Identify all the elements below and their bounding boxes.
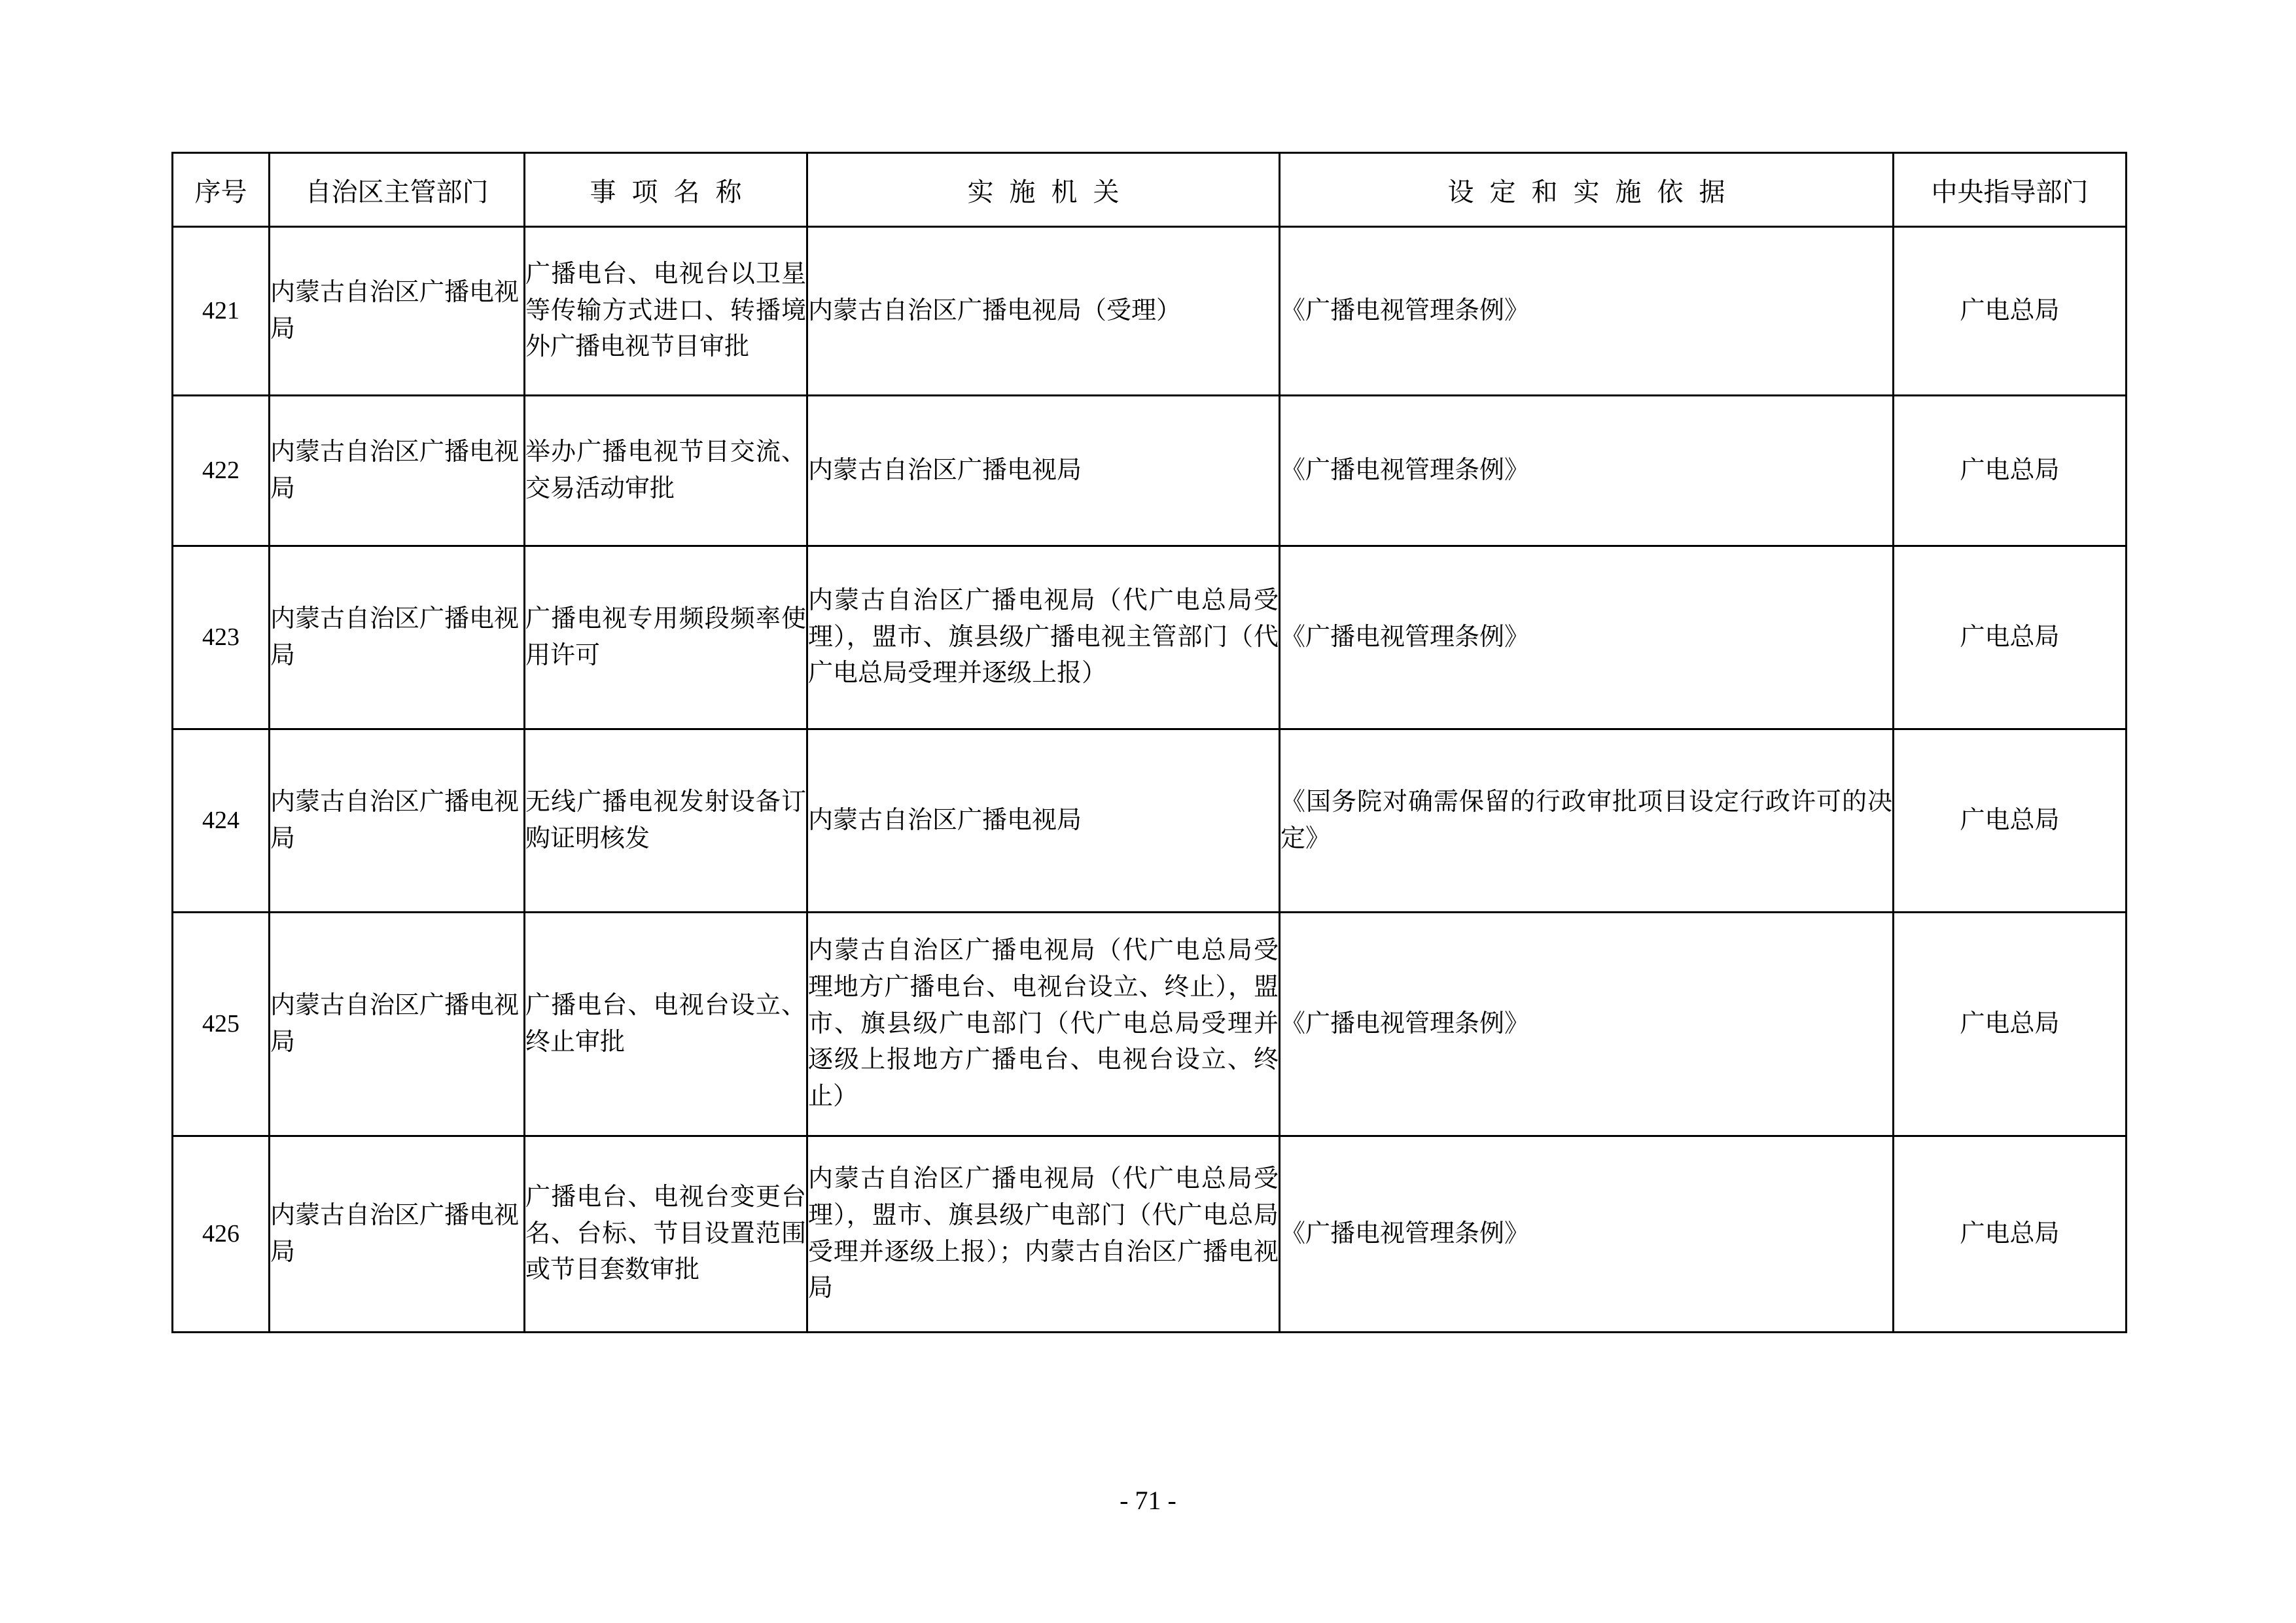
cell-item-name: 广播电视专用频段频率使用许可 — [525, 546, 807, 729]
cell-department: 内蒙古自治区广播电视局 — [270, 913, 525, 1136]
cell-implementing-organ: 内蒙古自治区广播电视局（代广电总局受理），盟市、旗县级广播电视主管部门（代广电总局受理并逐级上报） — [807, 546, 1280, 729]
column-header-central-department: 中央指导部门 — [1894, 153, 2127, 227]
cell-basis: 《广播电视管理条例》 — [1280, 396, 1894, 546]
cell-central-department: 广电总局 — [1894, 729, 2127, 913]
cell-implementing-organ: 内蒙古自治区广播电视局 — [807, 396, 1280, 546]
cell-item-name: 广播电台、电视台以卫星等传输方式进口、转播境外广播电视节目审批 — [525, 227, 807, 396]
table-body — [173, 227, 2127, 1333]
cell-implementing-organ: 内蒙古自治区广播电视局 — [807, 729, 1280, 913]
column-header-implementing-organ: 实 施 机 关 — [807, 153, 1280, 227]
administrative-items-table — [171, 152, 2127, 1333]
cell-basis: 《广播电视管理条例》 — [1280, 546, 1894, 729]
table-header — [173, 153, 2127, 227]
cell-implementing-organ: 内蒙古自治区广播电视局（代广电总局受理），盟市、旗县级广电部门（代广电总局受理并逐级上报）；内蒙古自治区广播电视局 — [807, 1136, 1280, 1333]
cell-sequence: 422 — [173, 396, 270, 546]
table-row — [173, 729, 2127, 913]
table-row — [173, 1136, 2127, 1333]
table-row — [173, 227, 2127, 396]
cell-item-name: 广播电台、电视台变更台名、台标、节目设置范围或节目套数审批 — [525, 1136, 807, 1333]
cell-central-department: 广电总局 — [1894, 1136, 2127, 1333]
cell-central-department: 广电总局 — [1894, 546, 2127, 729]
cell-implementing-organ: 内蒙古自治区广播电视局（受理） — [807, 227, 1280, 396]
cell-item-name: 广播电台、电视台设立、终止审批 — [525, 913, 807, 1136]
table-header-row — [173, 153, 2127, 227]
column-header-department: 自治区主管部门 — [270, 153, 525, 227]
cell-department: 内蒙古自治区广播电视局 — [270, 227, 525, 396]
cell-department: 内蒙古自治区广播电视局 — [270, 546, 525, 729]
cell-sequence: 421 — [173, 227, 270, 396]
cell-item-name: 无线广播电视发射设备订购证明核发 — [525, 729, 807, 913]
cell-basis: 《广播电视管理条例》 — [1280, 913, 1894, 1136]
cell-department: 内蒙古自治区广播电视局 — [270, 396, 525, 546]
cell-sequence: 426 — [173, 1136, 270, 1333]
cell-basis: 《广播电视管理条例》 — [1280, 227, 1894, 396]
administrative-items-table-container — [171, 152, 2125, 1333]
cell-sequence: 424 — [173, 729, 270, 913]
cell-sequence: 425 — [173, 913, 270, 1136]
column-header-basis: 设 定 和 实 施 依 据 — [1280, 153, 1894, 227]
cell-central-department: 广电总局 — [1894, 396, 2127, 546]
table-row — [173, 396, 2127, 546]
table-row — [173, 913, 2127, 1136]
cell-central-department: 广电总局 — [1894, 227, 2127, 396]
cell-implementing-organ: 内蒙古自治区广播电视局（代广电总局受理地方广播电台、电视台设立、终止），盟市、旗县级广电部门（代广电总局受理并逐级上报地方广播电台、电视台设立、终止） — [807, 913, 1280, 1136]
cell-basis: 《广播电视管理条例》 — [1280, 1136, 1894, 1333]
cell-sequence: 423 — [173, 546, 270, 729]
cell-item-name: 举办广播电视节目交流、交易活动审批 — [525, 396, 807, 546]
cell-department: 内蒙古自治区广播电视局 — [270, 1136, 525, 1333]
cell-central-department: 广电总局 — [1894, 913, 2127, 1136]
column-header-sequence: 序号 — [173, 153, 270, 227]
cell-basis: 《国务院对确需保留的行政审批项目设定行政许可的决定》 — [1280, 729, 1894, 913]
table-row — [173, 546, 2127, 729]
page-number: - 71 - — [1120, 1486, 1176, 1515]
cell-department: 内蒙古自治区广播电视局 — [270, 729, 525, 913]
column-header-item-name: 事 项 名 称 — [525, 153, 807, 227]
